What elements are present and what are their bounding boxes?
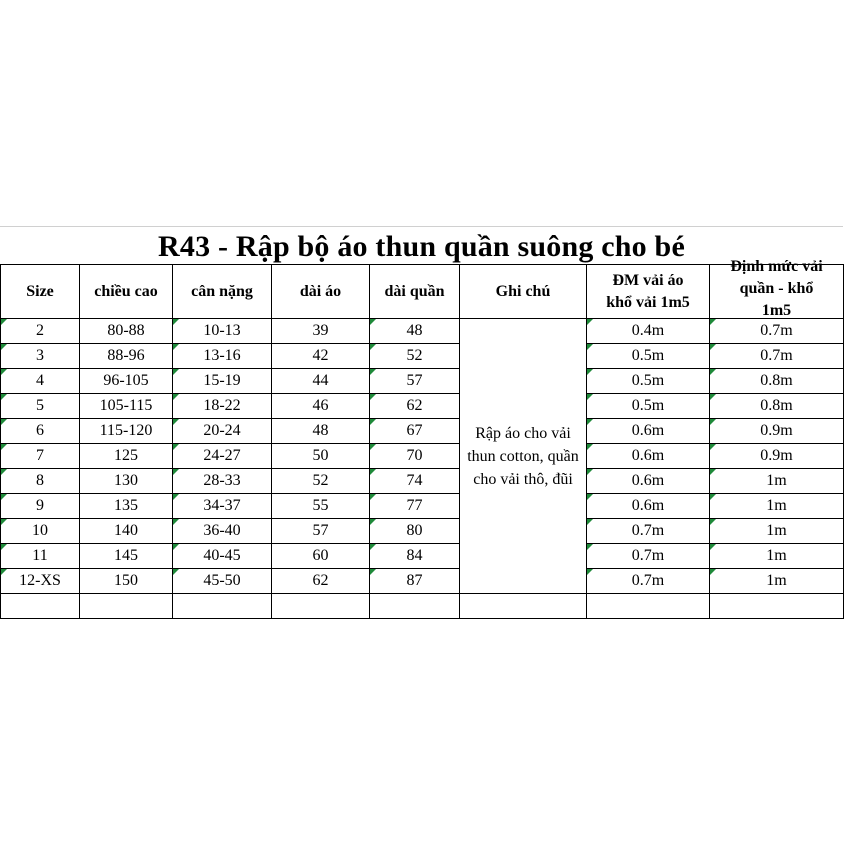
cell-height: 88-96 — [80, 344, 173, 369]
header-row — [1, 265, 844, 319]
cell-weight: 20-24 — [173, 419, 272, 444]
cell-size: 7 — [1, 444, 80, 469]
cell-fabric-shirt: 0.5m — [587, 394, 710, 419]
cell-weight: 10-13 — [173, 319, 272, 344]
chart-title: R43 - Rập bộ áo thun quần suông cho bé — [158, 230, 685, 263]
cell-height: 125 — [80, 444, 173, 469]
cell-pants-length: 77 — [370, 494, 460, 519]
cell-size: 6 — [1, 419, 80, 444]
header-note: Ghi chú — [460, 265, 587, 319]
cell-size: 12-XS — [1, 569, 80, 594]
cell-weight: 13-16 — [173, 344, 272, 369]
cell-fabric-pants: 1m — [710, 569, 844, 594]
cell-height: 105-115 — [80, 394, 173, 419]
cell-shirt-length: 48 — [272, 419, 370, 444]
cell-fabric-shirt: 0.7m — [587, 544, 710, 569]
cell-height: 115-120 — [80, 419, 173, 444]
cell-shirt-length: 44 — [272, 369, 370, 394]
cell-shirt-length: 46 — [272, 394, 370, 419]
cell-weight: 45-50 — [173, 569, 272, 594]
cell-shirt-length: 57 — [272, 519, 370, 544]
cell-fabric-shirt: 0.4m — [587, 319, 710, 344]
header-fabric-pants-line3: 1m5 — [761, 302, 792, 319]
cell-height: 150 — [80, 569, 173, 594]
header-fabric-pants-line1: Định mức vải — [730, 258, 823, 275]
cell-shirt-length: 52 — [272, 469, 370, 494]
size-chart-sheet — [0, 226, 843, 589]
cell-fabric-pants: 0.8m — [710, 394, 844, 419]
cell-weight: 40-45 — [173, 544, 272, 569]
cell-fabric-shirt: 0.5m — [587, 369, 710, 394]
header-size: Size — [1, 265, 80, 319]
cell-fabric-pants: 1m — [710, 519, 844, 544]
header-shirt-length: dài áo — [272, 265, 370, 319]
table-row — [1, 344, 844, 369]
cell-weight: 15-19 — [173, 369, 272, 394]
empty-cell — [1, 594, 80, 619]
header-height: chiều cao — [80, 265, 173, 319]
cell-weight: 36-40 — [173, 519, 272, 544]
empty-row — [1, 594, 844, 619]
cell-shirt-length: 62 — [272, 569, 370, 594]
table-row — [1, 319, 844, 344]
note-cell: Rập áo cho vải thun cotton, quần cho vải thô, đũi — [460, 319, 587, 594]
cell-shirt-length: 50 — [272, 444, 370, 469]
empty-cell — [587, 594, 710, 619]
table-row — [1, 444, 844, 469]
cell-pants-length: 87 — [370, 569, 460, 594]
header-fabric-pants-line2: quần - khổ — [739, 280, 814, 297]
cell-shirt-length: 55 — [272, 494, 370, 519]
cell-weight: 18-22 — [173, 394, 272, 419]
cell-size: 8 — [1, 469, 80, 494]
cell-height: 145 — [80, 544, 173, 569]
cell-size: 9 — [1, 494, 80, 519]
cell-weight: 34-37 — [173, 494, 272, 519]
cell-fabric-pants: 1m — [710, 469, 844, 494]
table-row — [1, 469, 844, 494]
cell-fabric-pants: 0.9m — [710, 444, 844, 469]
cell-size: 5 — [1, 394, 80, 419]
table-row — [1, 544, 844, 569]
cell-pants-length: 74 — [370, 469, 460, 494]
cell-fabric-pants: 0.7m — [710, 319, 844, 344]
cell-size: 4 — [1, 369, 80, 394]
cell-fabric-pants: 0.7m — [710, 344, 844, 369]
header-fabric-shirt-line2: khổ vải 1m5 — [606, 293, 690, 311]
cell-fabric-pants: 0.8m — [710, 369, 844, 394]
cell-height: 80-88 — [80, 319, 173, 344]
cell-height: 130 — [80, 469, 173, 494]
cell-fabric-shirt: 0.7m — [587, 569, 710, 594]
table-row — [1, 419, 844, 444]
size-table — [0, 258, 844, 619]
cell-pants-length: 67 — [370, 419, 460, 444]
cell-fabric-pants: 0.9m — [710, 419, 844, 444]
table-row — [1, 519, 844, 544]
cell-fabric-pants: 1m — [710, 544, 844, 569]
cell-height: 96-105 — [80, 369, 173, 394]
cell-height: 140 — [80, 519, 173, 544]
empty-cell — [710, 594, 844, 619]
table-row — [1, 569, 844, 594]
cell-fabric-shirt: 0.6m — [587, 444, 710, 469]
cell-shirt-length: 42 — [272, 344, 370, 369]
table-row — [1, 369, 844, 394]
header-fabric-pants — [710, 258, 844, 319]
empty-cell — [173, 594, 272, 619]
cell-pants-length: 84 — [370, 544, 460, 569]
cell-height: 135 — [80, 494, 173, 519]
header-weight: cân nặng — [173, 265, 272, 319]
cell-fabric-shirt: 0.7m — [587, 519, 710, 544]
cell-size: 11 — [1, 544, 80, 569]
cell-shirt-length: 39 — [272, 319, 370, 344]
cell-pants-length: 70 — [370, 444, 460, 469]
cell-fabric-shirt: 0.6m — [587, 419, 710, 444]
cell-weight: 28-33 — [173, 469, 272, 494]
cell-pants-length: 57 — [370, 369, 460, 394]
table-body — [1, 319, 844, 619]
cell-size: 2 — [1, 319, 80, 344]
cell-shirt-length: 60 — [272, 544, 370, 569]
table-row — [1, 394, 844, 419]
empty-cell — [460, 594, 587, 619]
cell-pants-length: 80 — [370, 519, 460, 544]
empty-cell — [370, 594, 460, 619]
cell-fabric-shirt: 0.6m — [587, 494, 710, 519]
cell-fabric-pants: 1m — [710, 494, 844, 519]
cell-pants-length: 52 — [370, 344, 460, 369]
header-fabric-shirt-line1: ĐM vải áo — [612, 271, 684, 289]
header-fabric-shirt — [587, 265, 710, 319]
cell-weight: 24-27 — [173, 444, 272, 469]
cell-pants-length: 48 — [370, 319, 460, 344]
table-row — [1, 494, 844, 519]
cell-size: 10 — [1, 519, 80, 544]
empty-cell — [272, 594, 370, 619]
cell-fabric-shirt: 0.5m — [587, 344, 710, 369]
cell-size: 3 — [1, 344, 80, 369]
cell-pants-length: 62 — [370, 394, 460, 419]
empty-cell — [80, 594, 173, 619]
cell-fabric-shirt: 0.6m — [587, 469, 710, 494]
header-pants-length: dài quần — [370, 265, 460, 319]
